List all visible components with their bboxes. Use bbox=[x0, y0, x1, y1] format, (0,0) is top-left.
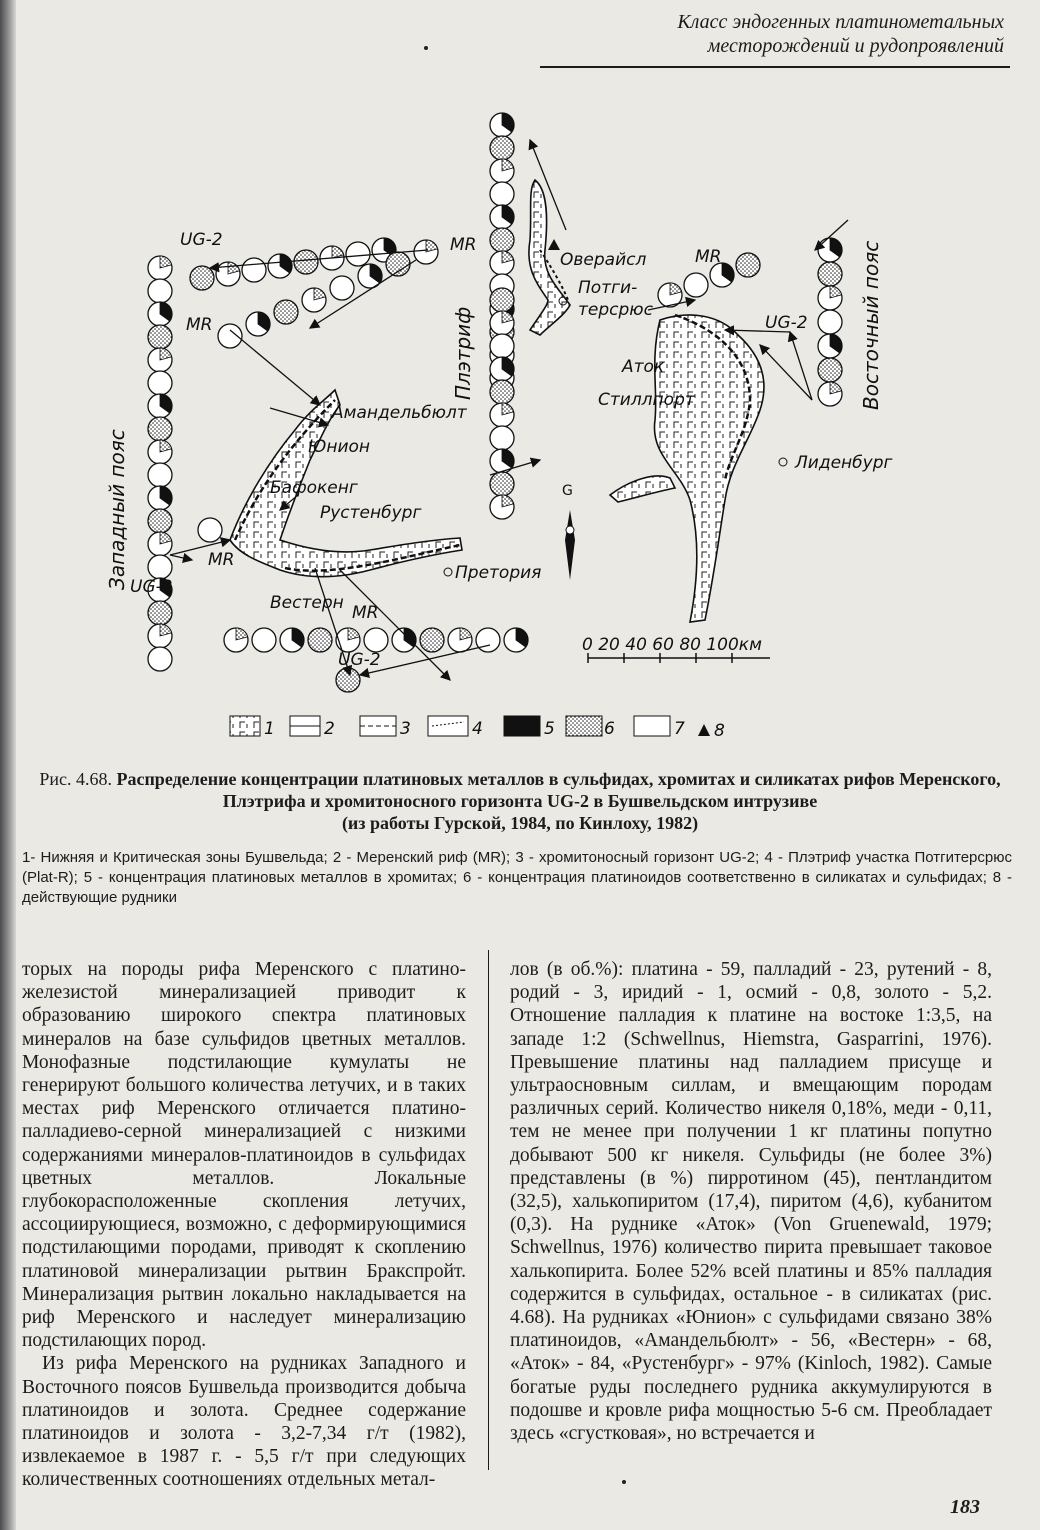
pie-circle bbox=[190, 266, 214, 290]
pie-circle bbox=[148, 371, 172, 395]
paragraph: лов (в об.%): платина - 59, палладий - 23, рутений - 8, родий - 3, иридий - 1, осмий - 0,8, золото - 5,2. Отношение палладия к платине на востоке 1:3,5, на западе 1:2 (Schwellnus, Hiemstra, Gasparrini, 1976). Превышение платины над палладием присуще и ультраосновным силлам, и вмещающим породам различных серий. Количество никеля 0,18%, меди - 0,11, тем не менее при получении 1 кг платины попутно добывают 500 кг никеля. Сульфиды (не более 3%) представлены (в %) пирротином (45), пентландитом (32,5), халькопиритом (17,4), пиритом (4,6), кубанитом (0,3). На руднике «Аток» (Von Gruenewald, 1979; Schwellnus, 1976) количество пирита превышает таковое халькопирита. Более 52% всей платины и 85% палладия содержится в сульфидах, остальное - в силикатах (рис. 4.68). На рудниках «Юнион» с сульфидами связано 38% платиноидов, «Амандельбюлт» - 56, «Вестерн» - 68, «Аток» - 84, «Рустенбург» - 97% (Kinloch, 1982). Самые богатые руды последнего рудника аккумулируются в подошве и кровле рифа мощностью 5-6 см. Преобладает здесь «сгустковая», но встречается и bbox=[510, 959, 992, 1445]
pie-circle bbox=[818, 334, 842, 358]
label-mr-left-inner: MR bbox=[186, 315, 213, 335]
pie-circle bbox=[242, 258, 266, 282]
label-mr-bottom: MR bbox=[352, 603, 379, 623]
pie-circle bbox=[490, 403, 514, 427]
bushveld-map-svg bbox=[70, 100, 1000, 800]
header-line-2: месторождений и рудопроявлений bbox=[707, 35, 1004, 57]
paragraph: торых на породы рифа Меренского с платино-железистой минерализацией приводит к образованию широкого спектра платиновых минералов на базе сульфидов цветных металлов. Монофазные подстилающие кумулаты не генерируют большого количества летучих, и в таких местах риф Меренского отличается платино-палладиево-серной минерализацией с низкими содержаниями минералов-платиноидов в сульфидах цветных металлов. Локальные глубокорасположенные скопления летучих, ассоциирующиеся, возможно, с деформирующимися подстилающими породами, приводят к скоплению платиновой минерализации рытвин Бракспройт. Минерализация рытвин локально накладывается на риф Меренского и наследует минерализацию подстилающих пород. bbox=[22, 959, 466, 1352]
pie-circle bbox=[364, 628, 388, 652]
running-header bbox=[484, 10, 1004, 58]
label-amandelbult: Амандельбюлт bbox=[332, 403, 467, 423]
pie-circle bbox=[252, 628, 276, 652]
pie-circle bbox=[684, 273, 708, 297]
label-ug2-left-bottom: UG-2 bbox=[130, 577, 173, 597]
label-ug2-east: UG-2 bbox=[765, 313, 808, 333]
pie-circle bbox=[148, 647, 172, 671]
pie-circle bbox=[268, 254, 292, 278]
label-potgi-2: терсрюс bbox=[578, 300, 653, 320]
pie-circle bbox=[818, 310, 842, 334]
label-north: G bbox=[562, 483, 573, 499]
pie-circle bbox=[148, 348, 172, 372]
legend-7: 7 bbox=[674, 719, 685, 739]
label-stillport: Стиллпорт bbox=[598, 390, 695, 410]
pie-circle bbox=[148, 509, 172, 533]
pie-circle bbox=[308, 628, 332, 652]
label-western-mine: Вестерн bbox=[270, 593, 344, 613]
speck bbox=[622, 1480, 626, 1484]
pie-circle bbox=[148, 624, 172, 648]
pie-circle bbox=[818, 358, 842, 382]
paragraph: Из рифа Меренского на рудниках Западного и Восточного поясов Бушвельда производится добыча платиноидов и золота. Среднее содержание платиноидов и золота - 3,2-7,34 г/т (1982), извлекаемое в 1987 г. - 5,5 г/т при следующих количественных соотношениях отдельных метал- bbox=[22, 1353, 466, 1491]
pie-circle bbox=[736, 253, 760, 277]
pie-circle bbox=[490, 380, 514, 404]
figure-caption bbox=[30, 768, 1010, 834]
pie-circle bbox=[476, 628, 500, 652]
pie-circle bbox=[490, 205, 514, 229]
legend-4: 4 bbox=[472, 719, 483, 739]
legend-description: 1- Нижняя и Критическая зоны Бушвельда; 2 - Меренский риф (MR); 3 - хромитоносный горизонт UG-2; 4 - Плэтриф участка Потгитерсрюс (Plat-R); 5 - концентрация платиновых металлов в хромитах; 6 - концентрация платиноидов соответственно в силикатах и сульфидах; 8 - действующие рудники bbox=[22, 849, 1012, 906]
pie-circle bbox=[490, 334, 514, 358]
pie-circle bbox=[336, 668, 360, 692]
pie-circle bbox=[818, 238, 842, 262]
label-lydenburg: Лиденбург bbox=[795, 453, 893, 473]
pie-circle bbox=[148, 302, 172, 326]
pie-circle bbox=[490, 159, 514, 183]
pie-circle bbox=[148, 256, 172, 280]
label-union: Юнион bbox=[308, 437, 371, 457]
pie-circle bbox=[148, 601, 172, 625]
pie-circle bbox=[148, 532, 172, 556]
pie-circle bbox=[490, 495, 514, 519]
label-bafokeng: Бафокенг bbox=[270, 478, 358, 498]
label-overysel: Оверайсл bbox=[560, 250, 647, 270]
label-mr-top: MR bbox=[450, 235, 477, 255]
pie-circle bbox=[224, 628, 248, 652]
figure-map bbox=[70, 100, 1000, 800]
pie-circle bbox=[420, 628, 444, 652]
label-eastern-belt: Восточный пояс bbox=[859, 240, 883, 410]
body-column-left bbox=[22, 958, 466, 1492]
label-potgi-1: Потги- bbox=[578, 278, 638, 298]
label-atok: Аток bbox=[622, 357, 665, 377]
north-arrow bbox=[565, 510, 575, 580]
pie-circle bbox=[448, 628, 472, 652]
label-platreef: Плэтриф bbox=[451, 306, 475, 400]
pie-circle bbox=[148, 463, 172, 487]
pie-circle bbox=[198, 518, 222, 542]
figure-source: (из работы Гурской, 1984, по Кинлоху, 1982) bbox=[341, 813, 699, 833]
pie-circle bbox=[148, 417, 172, 441]
label-rustenburg: Рустенбург bbox=[320, 503, 422, 523]
pie-circle bbox=[294, 250, 318, 274]
pie-circle bbox=[148, 279, 172, 303]
legend bbox=[230, 716, 725, 741]
pie-circle bbox=[392, 628, 416, 652]
pie-circle bbox=[148, 394, 172, 418]
pie-circle bbox=[818, 382, 842, 406]
pie-circle bbox=[414, 240, 438, 264]
label-pretoria: Претория bbox=[455, 563, 542, 583]
pie-circle bbox=[490, 426, 514, 450]
pie-circle bbox=[218, 324, 242, 348]
pie-circle bbox=[490, 472, 514, 496]
pie-circle bbox=[330, 276, 354, 300]
pie-circle bbox=[490, 288, 514, 312]
pie-circle bbox=[148, 486, 172, 510]
legend-1: 1 bbox=[264, 719, 275, 739]
pie-circle bbox=[302, 288, 326, 312]
pie-circle bbox=[148, 325, 172, 349]
label-mr-east: MR bbox=[695, 247, 722, 267]
pie-circle bbox=[346, 242, 370, 266]
pie-circle bbox=[336, 628, 360, 652]
label-scale: 0 20 40 60 80 100км bbox=[582, 635, 762, 655]
eastern-limb bbox=[654, 315, 763, 622]
legend-5: 5 bbox=[544, 719, 555, 739]
pie-circle bbox=[490, 311, 514, 335]
legend-2: 2 bbox=[324, 719, 335, 739]
pie-circle bbox=[490, 113, 514, 137]
pie-circle bbox=[148, 555, 172, 579]
pie-circle bbox=[818, 262, 842, 286]
header-line-1: Класс эндогенных платинометальных bbox=[677, 11, 1004, 33]
legend-3: 3 bbox=[400, 719, 411, 739]
label-ug2-top: UG-2 bbox=[180, 230, 223, 250]
legend-8: 8 bbox=[714, 721, 725, 741]
legend-6: 6 bbox=[604, 719, 615, 739]
pie-circle bbox=[246, 312, 270, 336]
pie-circle bbox=[490, 357, 514, 381]
pie-circle bbox=[490, 182, 514, 206]
body-column-right bbox=[510, 958, 992, 1445]
pie-circle bbox=[274, 300, 298, 324]
figure-title: Распределение концентрации платиновых металлов в сульфидах, хромитах и силикатах рифов Меренского, Плэтрифа и хромитоносного горизонта UG-2 в Бушвельдском интрузиве bbox=[116, 769, 1001, 811]
column-divider bbox=[488, 950, 489, 1470]
page-number: 183 bbox=[950, 1496, 980, 1518]
figure-number: Рис. 4.68. bbox=[39, 769, 112, 789]
eastern-south-lobe bbox=[610, 476, 675, 502]
pie-circle bbox=[280, 628, 304, 652]
pie-circle bbox=[818, 286, 842, 310]
pie-circle bbox=[148, 440, 172, 464]
label-mr-left-lower: MR bbox=[208, 550, 235, 570]
pie-circle bbox=[490, 251, 514, 275]
pie-circle bbox=[490, 228, 514, 252]
label-ug2-bottom: UG-2 bbox=[338, 650, 381, 670]
pie-circle bbox=[504, 628, 528, 652]
label-western-belt: Западный пояс bbox=[105, 429, 129, 590]
header-rule bbox=[540, 66, 1010, 68]
pie-circle bbox=[386, 252, 410, 276]
speck bbox=[424, 46, 428, 50]
book-spine-shadow bbox=[0, 0, 16, 1530]
pie-circle bbox=[490, 136, 514, 160]
